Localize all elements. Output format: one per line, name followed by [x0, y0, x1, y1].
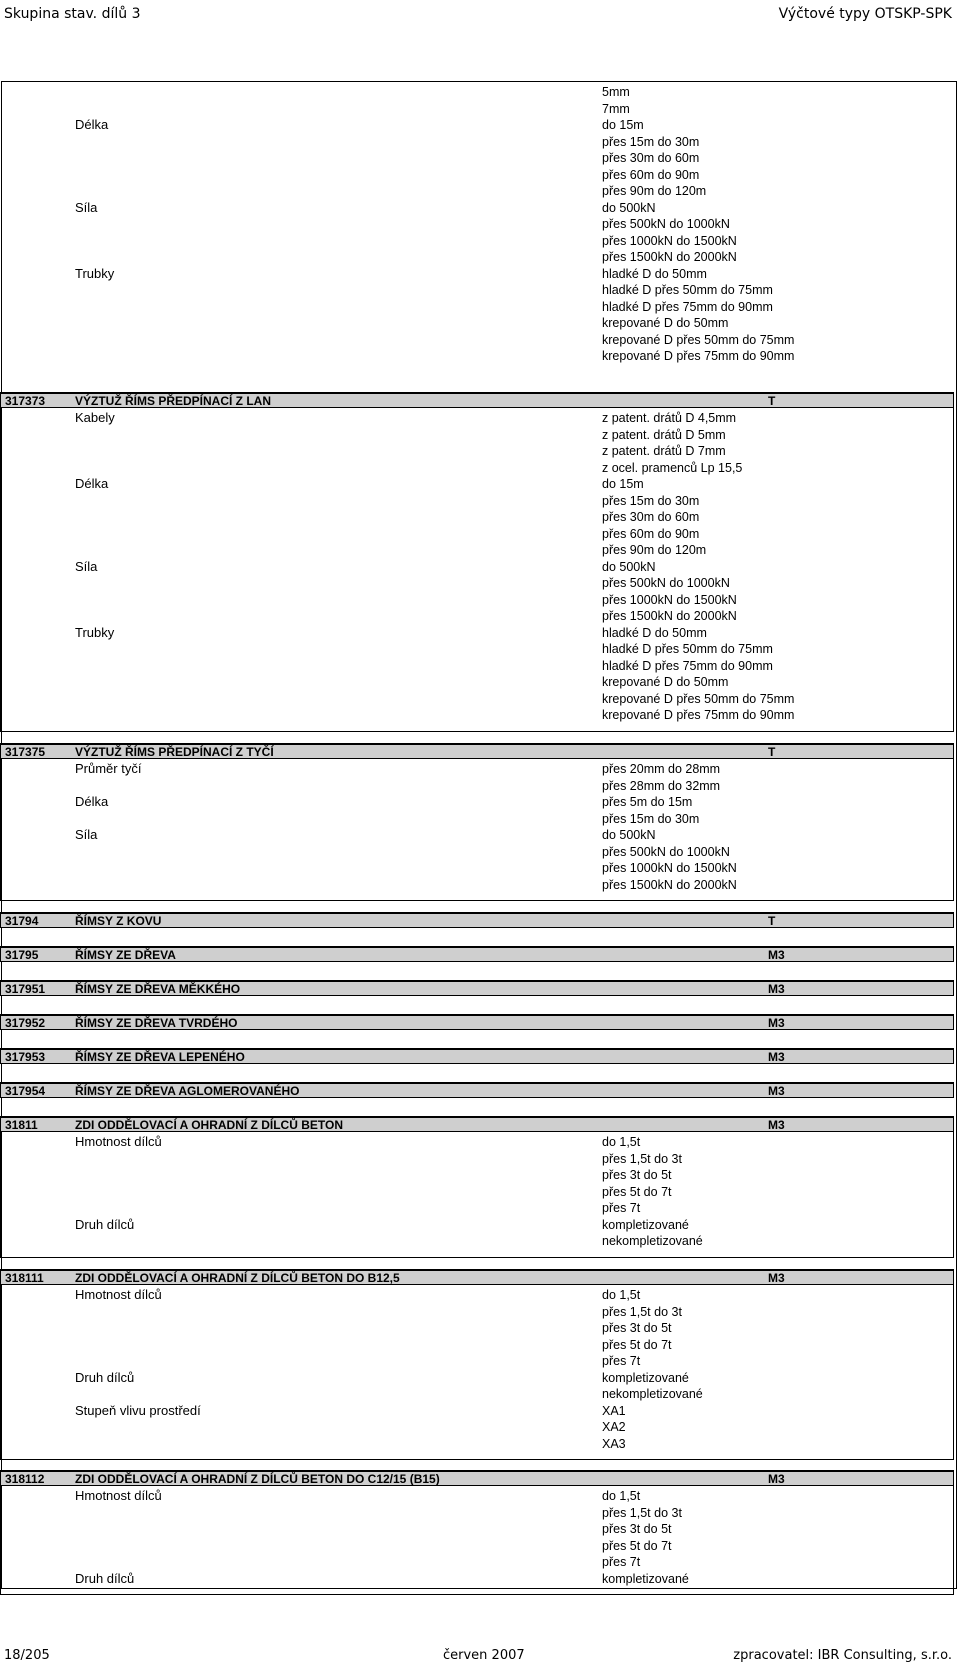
value-item: krepované D přes 75mm do 90mm	[602, 708, 795, 722]
item-name: ŘÍMSY ZE DŘEVA AGLOMEROVANÉHO	[75, 1084, 300, 1098]
item-unit: T	[768, 745, 776, 759]
value-item: přes 1,5t do 3t	[602, 1151, 682, 1166]
value-item: přes 7t	[602, 1555, 641, 1569]
item-unit: M3	[768, 1050, 785, 1064]
param-label: Trubky	[75, 265, 115, 281]
item-code: 317952	[5, 1016, 46, 1030]
value-item: z patent. drátů D 5mm	[602, 427, 726, 442]
value-item: přes 1,5t do 3t	[602, 1304, 682, 1319]
top-rule	[1, 81, 957, 82]
item-name: ŘÍMSY Z KOVU	[75, 914, 162, 928]
value-item: přes 7t	[602, 1354, 641, 1368]
value-item: přes 28mm do 32mm	[602, 778, 721, 793]
value-item: z patent. drátů D 7mm	[602, 444, 726, 458]
value-item: přes 1500kN do 2000kN	[602, 609, 737, 623]
value-item: XA3	[602, 1436, 626, 1451]
param-label: Délka	[75, 117, 109, 132]
param-label: Hmotnost dílců	[75, 1134, 162, 1149]
item-name: ŘÍMSY ZE DŘEVA MĚKKÉHO	[75, 982, 241, 996]
section-header-bar	[0, 980, 954, 996]
value-item: hladké D přes 75mm do 90mm	[602, 658, 773, 673]
value-item: hladké D přes 50mm do 75mm	[602, 642, 773, 656]
value-item: přes 15m do 30m	[602, 493, 700, 508]
value-item: do 500kN	[602, 828, 656, 842]
item-name: ŘÍMSY ZE DŘEVA	[75, 948, 176, 962]
value-item: přes 7t	[602, 1201, 641, 1215]
param-label: Síla	[75, 558, 98, 574]
value-item: přes 20mm do 28mm	[602, 762, 721, 776]
param-label: Druh dílců	[75, 1570, 135, 1586]
value-item: do 500kN	[602, 559, 656, 574]
item-code: 31794	[5, 914, 39, 928]
value-item: přes 30m do 60m	[602, 151, 700, 165]
param-label: Průměr tyčí	[75, 761, 142, 776]
item-name: ZDI ODDĚLOVACÍ A OHRADNÍ Z DÍLCŮ BETON	[75, 1118, 343, 1132]
param-label: Druh dílců	[75, 1216, 135, 1232]
item-code: 317953	[5, 1050, 46, 1064]
value-item: 5mm	[602, 85, 630, 99]
value-item: do 500kN	[602, 200, 656, 215]
value-item: přes 5t do 7t	[602, 1337, 672, 1352]
footer-author: zpracovatel: IBR Consulting, s.r.o.	[733, 1648, 952, 1663]
item-code: 31811	[5, 1118, 38, 1132]
item-code: 318111	[5, 1271, 44, 1285]
value-item: krepované D přes 75mm do 90mm	[602, 349, 795, 363]
param-label: Kabely	[75, 410, 115, 425]
value-item: nekompletizované	[602, 1234, 703, 1248]
param-label: Délka	[75, 794, 109, 809]
section-header-bar	[0, 1269, 954, 1285]
value-item: přes 1,5t do 3t	[602, 1505, 682, 1520]
value-item: XA2	[602, 1420, 626, 1434]
value-item: hladké D do 50mm	[602, 625, 707, 640]
param-label: Síla	[75, 199, 98, 215]
item-unit: T	[768, 394, 776, 408]
value-item: do 1,5t	[602, 1135, 641, 1149]
value-item: do 15m	[602, 118, 644, 132]
value-item: přes 60m do 90m	[602, 526, 700, 541]
item-name: ŘÍMSY ZE DŘEVA TVRDÉHO	[75, 1016, 238, 1030]
value-item: přes 30m do 60m	[602, 510, 700, 524]
item-unit: T	[768, 914, 776, 928]
item-name: ZDI ODDĚLOVACÍ A OHRADNÍ Z DÍLCŮ BETON DO C12/15 (B15)	[75, 1472, 440, 1486]
item-code: 317951	[5, 982, 46, 996]
value-item: přes 500kN do 1000kN	[602, 576, 730, 590]
value-item: přes 3t do 5t	[602, 1522, 672, 1536]
section-box	[0, 408, 954, 732]
item-name: VÝZTUŽ ŘÍMS PŘEDPÍNACÍ Z LAN	[75, 394, 272, 408]
footer-date: červen 2007	[443, 1648, 525, 1663]
value-item: hladké D do 50mm	[602, 266, 707, 281]
value-item: nekompletizované	[602, 1387, 703, 1401]
item-unit: M3	[768, 948, 785, 962]
item-name: ZDI ODDĚLOVACÍ A OHRADNÍ Z DÍLCŮ BETON DO B12,5	[75, 1271, 400, 1285]
header-left: Skupina stav. dílů 3	[4, 6, 141, 22]
item-name: VÝZTUŽ ŘÍMS PŘEDPÍNACÍ Z TYČÍ	[75, 745, 274, 759]
value-item: krepované D přes 50mm do 75mm	[602, 332, 795, 347]
section-header-bar	[0, 1082, 954, 1098]
value-item: přes 5m do 15m	[602, 795, 693, 809]
value-item: krepované D přes 50mm do 75mm	[602, 691, 795, 706]
param-label: Hmotnost dílců	[75, 1287, 162, 1302]
item-code: 317954	[5, 1084, 46, 1098]
section-header-bar	[0, 946, 954, 962]
value-item: přes 5t do 7t	[602, 1538, 672, 1553]
value-item: přes 1000kN do 1500kN	[602, 592, 737, 607]
param-label: Druh dílců	[75, 1369, 135, 1385]
value-item: krepované D do 50mm	[602, 316, 729, 330]
section-header-bar	[0, 743, 954, 759]
param-label: Hmotnost dílců	[75, 1488, 162, 1503]
value-item: z patent. drátů D 4,5mm	[602, 411, 737, 425]
section-header-bar	[0, 1048, 954, 1064]
value-item: 7mm	[602, 101, 630, 116]
footer-page: 18/205	[4, 1648, 50, 1663]
section-header-bar	[0, 392, 954, 408]
value-item: kompletizované	[602, 1571, 689, 1586]
param-label: Síla	[75, 827, 98, 842]
value-item: přes 500kN do 1000kN	[602, 844, 730, 859]
item-unit: M3	[768, 1271, 785, 1285]
value-item: do 15m	[602, 477, 644, 491]
param-label: Stupeň vlivu prostředí	[75, 1402, 201, 1418]
value-item: hladké D přes 50mm do 75mm	[602, 283, 773, 297]
value-item: přes 3t do 5t	[602, 1168, 672, 1182]
item-code: 318112	[5, 1472, 45, 1486]
section-header-bar	[0, 1014, 954, 1030]
section-header-bar	[0, 912, 954, 928]
value-item: přes 15m do 30m	[602, 134, 700, 149]
item-unit: M3	[768, 982, 785, 996]
section-box	[0, 759, 954, 901]
value-item: z ocel. pramenců Lp 15,5	[602, 460, 743, 475]
item-unit: M3	[768, 1118, 785, 1132]
item-name: ŘÍMSY ZE DŘEVA LEPENÉHO	[75, 1050, 245, 1064]
param-label: Trubky	[75, 624, 115, 640]
value-item: přes 90m do 120m	[602, 184, 707, 198]
item-code: 31795	[5, 948, 39, 962]
section-box	[0, 1486, 954, 1595]
item-code: 317373	[5, 394, 46, 408]
value-item: přes 90m do 120m	[602, 543, 707, 557]
value-item: přes 1500kN do 2000kN	[602, 877, 737, 892]
value-item: přes 1000kN do 1500kN	[602, 861, 737, 875]
item-unit: M3	[768, 1084, 785, 1098]
item-code: 317375	[5, 745, 46, 759]
value-item: přes 5t do 7t	[602, 1184, 672, 1199]
value-item: do 1,5t	[602, 1489, 641, 1503]
section-box	[0, 1132, 954, 1258]
item-unit: M3	[768, 1016, 785, 1030]
section-header-bar	[0, 1470, 954, 1486]
page-header	[0, 0, 960, 30]
section-header-bar	[0, 1116, 954, 1132]
value-item: do 1,5t	[602, 1288, 641, 1302]
value-item: přes 1500kN do 2000kN	[602, 250, 737, 264]
value-item: přes 15m do 30m	[602, 811, 700, 826]
value-item: kompletizované	[602, 1217, 689, 1232]
value-item: kompletizované	[602, 1370, 689, 1385]
value-item: XA1	[602, 1403, 626, 1418]
value-item: přes 500kN do 1000kN	[602, 217, 730, 231]
value-item: přes 1000kN do 1500kN	[602, 233, 737, 248]
header-right: Výčtové typy OTSKP-SPK	[778, 6, 952, 22]
value-item: hladké D přes 75mm do 90mm	[602, 299, 773, 314]
value-item: přes 3t do 5t	[602, 1321, 672, 1335]
section-box	[0, 1285, 954, 1460]
item-unit: M3	[768, 1472, 785, 1486]
param-label: Délka	[75, 476, 109, 491]
value-item: přes 60m do 90m	[602, 167, 700, 182]
value-item: krepované D do 50mm	[602, 675, 729, 689]
